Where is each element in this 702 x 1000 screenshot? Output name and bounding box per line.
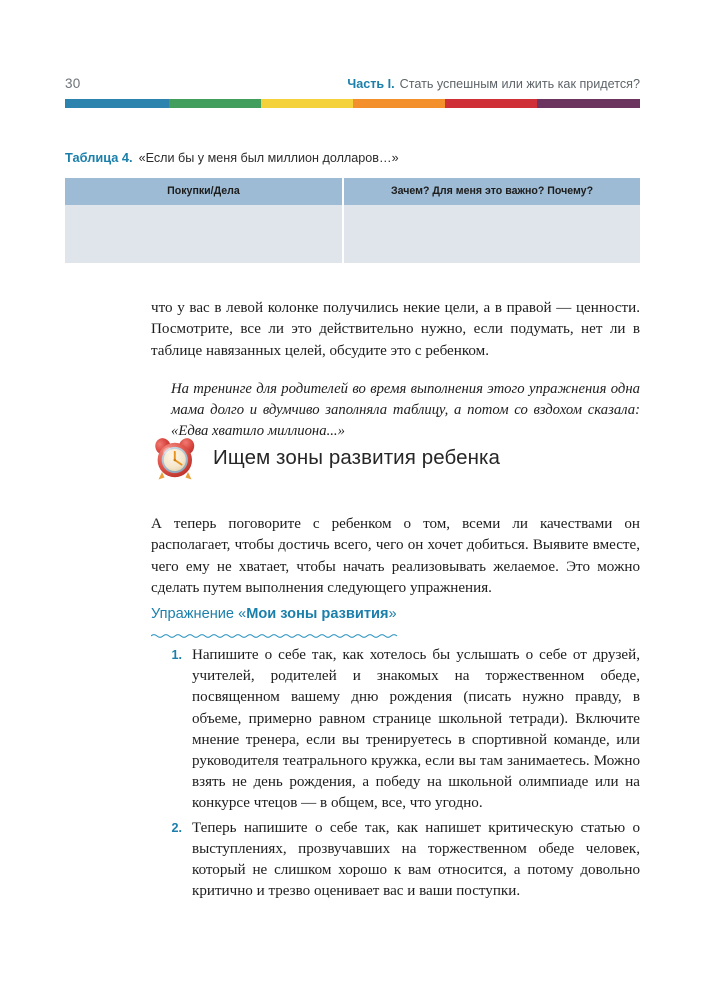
list-item-text: Теперь напишите о себе так, как напишет критическую статью о выступлениях, прозвучавших на торжественном обеде человек, который не слишком хорошо к вам относится, а потому довольно критично и трезво оценивает вас и ваши поступки. [192,819,640,900]
table-cell-purchases[interactable] [65,205,343,263]
color-bar-segment-red [445,99,537,108]
wavy-underline-decoration [151,626,401,632]
part-title: Стать успешным или жить как придется? [399,77,640,91]
list-item-text: Напишите о себе так, как хотелось бы услышать о себе от друзей, учителей, родителей и знакомых на торжественном обеде, посвященном вашему дню рождения (писать нужно правду, в объеме, примерно равном странице школьной тетради). Включите мнение тренера, если вы тренируетесь в спортивной команде, или руководителя театрального кружка, если вы там занимаетесь. Можно взять не день рождения, а победу на школьной олимпиаде или на конкурсе чтецов — в общем, все, что угодно. [192,647,640,812]
color-bar-segment-green [169,99,261,108]
list-item-number: 1. [171,648,182,662]
color-bar-segment-orange [353,99,445,108]
paragraph-development-zones: А теперь поговорите с ребенком о том, всеми ли качествами он располагает, чтобы достичь всего, чего он хочет добиться. Выявите вместе, чего ему не хватает, чтобы начать реализовывать желаемое. Это можно сделать путем выполнения следующего упражнения. [151,516,640,596]
paragraph-continued: что у вас в левой колонке получились некие цели, а в правой — ценности. Посмотрите, все ли это действительно нужно, если подумать, нет ли в таблице навязанных целей, обсудите это с ребенком. [151,300,640,359]
table-column-header-purchases: Покупки/Дела [65,178,343,205]
anecdote-quote: На тренинге для родителей во время выполнения этого упражнения одна мама долго и вдумчиво заполняла таблицу, а потом со вздохом сказала: «Едва хватило миллиона...» [171,380,640,440]
part-label: Часть I. [347,77,395,91]
table-header-row [65,178,640,205]
color-bar-segment-yellow [261,99,353,108]
exercise-suffix: » [388,606,397,622]
table-row [65,205,640,263]
section-heading [151,432,640,484]
table-cell-reason[interactable] [343,205,640,263]
table-column-header-reason: Зачем? Для меня это важно? Почему? [343,178,640,205]
alarm-clock-icon [151,434,199,482]
list-item [166,645,640,815]
exercise-name: Мои зоны развития [246,606,389,622]
running-header [65,76,640,96]
exercise-prefix: Упражнение « [151,606,247,622]
exercise-step-list [166,645,640,905]
worksheet-table [65,178,640,263]
exercise-heading [151,606,397,622]
page-number: 30 [65,76,81,91]
table-caption-label: Таблица 4. [65,150,133,165]
color-bar-rule [65,99,640,108]
section-title: Ищем зоны развития ребенка [213,446,501,469]
color-bar-segment-blue [65,99,169,108]
running-header-title [347,77,640,91]
table-caption [65,150,640,165]
list-item-number: 2. [171,820,182,835]
table-caption-title: «Если бы у меня был миллион долларов…» [138,151,399,165]
list-item [166,818,640,903]
color-bar-segment-purple [537,99,641,108]
